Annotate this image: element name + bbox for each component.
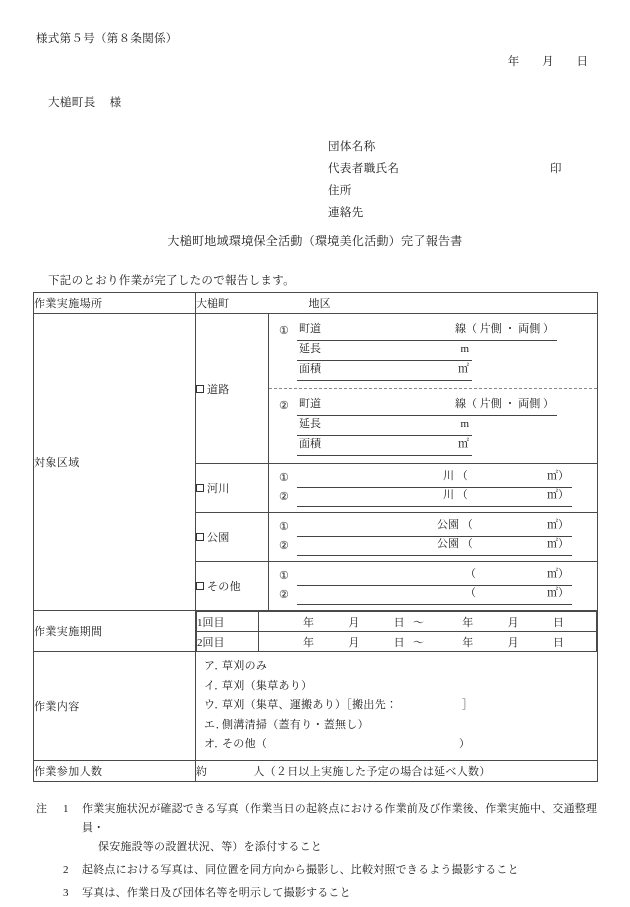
target-area-label: 対象区域 <box>34 457 80 469</box>
park-checkbox-cell[interactable] <box>196 513 269 562</box>
period-inner-table <box>196 611 597 651</box>
river-1-unit: ㎡） <box>547 470 569 482</box>
org-address-label: 住所 <box>328 185 352 197</box>
river-2-number: ② <box>279 491 289 503</box>
note-3-number: 3 <box>63 887 69 899</box>
park-checkbox-label: 公園 <box>207 532 230 544</box>
date-line <box>508 53 588 69</box>
organization-block <box>328 136 578 224</box>
period-1-to-year: 年 <box>462 616 474 629</box>
other-2-number: ② <box>279 589 289 601</box>
other-checkbox-label: その他 <box>207 581 241 593</box>
road-1-length-unit: m <box>460 343 469 355</box>
period-1-separator: ～ <box>412 616 425 629</box>
table-row-location <box>34 293 598 314</box>
river-entries <box>269 464 597 512</box>
period-1-occurrence: 1回目 <box>197 612 259 632</box>
participants-value-cell <box>196 760 598 781</box>
page-title: 大槌町地域環境保全活動（環境美化活動）完了報告書 <box>167 234 463 248</box>
park-1-unit: ㎡） <box>547 519 569 531</box>
road-checkbox-cell[interactable] <box>196 314 269 464</box>
road-2-length <box>279 416 589 436</box>
table-row-work-content <box>34 652 598 761</box>
addressee-honorific: 様 <box>109 97 122 109</box>
period-label: 作業実施期間 <box>34 626 103 638</box>
period-label-cell <box>34 611 196 652</box>
note-3-line-1: 写真は、作業日及び団体名等を明示して撮影すること <box>82 887 351 899</box>
location-label-cell <box>34 293 196 314</box>
checkbox-other-icon[interactable] <box>196 582 204 590</box>
participants-unit-label: 人 <box>253 765 265 778</box>
park-2-kind-label: 公園 （ <box>437 538 473 550</box>
checkbox-road-icon[interactable] <box>196 385 204 393</box>
addressee-name: 大槌町長 <box>48 97 96 109</box>
work-item-o[interactable] <box>204 735 589 755</box>
river-entry-1 <box>279 469 589 488</box>
road-2-area <box>279 436 589 456</box>
period-2-to-year: 年 <box>462 636 474 649</box>
work-item-i-marker: イ． <box>204 679 226 692</box>
park-entry-2 <box>279 537 589 556</box>
other-1-unit: ㎡） <box>547 568 569 580</box>
period-1-from-month: 月 <box>348 616 360 629</box>
work-item-o-marker: オ． <box>204 738 226 750</box>
period-1-dates <box>259 612 597 632</box>
work-item-u[interactable] <box>204 696 589 716</box>
other-1-kind-label: （ <box>465 568 476 580</box>
work-item-e[interactable] <box>204 716 589 736</box>
river-2-unit: ㎡） <box>547 489 569 501</box>
seal-label: 印 <box>550 163 562 175</box>
road-2-number: ② <box>279 400 289 412</box>
road-1-area-unit: ㎡ <box>458 363 469 375</box>
work-item-u-closer: ］ <box>462 699 474 711</box>
report-table <box>33 292 598 782</box>
road-1-area-label: 面積 <box>299 363 321 375</box>
other-1-number: ① <box>279 570 289 582</box>
river-entry-2 <box>279 488 589 507</box>
road-entry-1 <box>269 314 597 388</box>
work-item-e-marker: エ． <box>204 718 227 731</box>
other-2-unit: ㎡） <box>547 587 569 599</box>
road-1-number: ① <box>279 325 289 337</box>
period-2-from-month: 月 <box>348 636 360 649</box>
work-content-label-cell <box>34 652 196 761</box>
river-checkbox-label: 河川 <box>207 483 230 495</box>
note-1 <box>36 800 611 857</box>
other-checkbox-cell[interactable] <box>196 562 269 611</box>
note-3 <box>36 884 611 903</box>
period-1-to-day: 日 <box>552 616 565 629</box>
participants-label-cell <box>34 760 196 781</box>
period-2-occurrence: 2回目 <box>197 632 259 652</box>
date-day-label: 日 <box>576 56 588 68</box>
note-1-line-1: 作業実施状況が確認できる写真（作業当日の起終点における作業前及び作業後、作業実施中、交通整理員・ <box>82 803 598 834</box>
org-contact-label: 連絡先 <box>328 207 364 219</box>
table-row-target-road <box>34 314 598 464</box>
period-1-to-month: 月 <box>507 616 519 629</box>
org-contact-row <box>328 202 578 224</box>
note-1-line-2: 保安施設等の設置状況、等）を添付すること <box>98 841 322 853</box>
work-item-i[interactable] <box>204 677 589 697</box>
checkbox-park-icon[interactable] <box>196 533 204 541</box>
other-entry-1 <box>279 567 589 586</box>
road-1-type-label: 町道 <box>299 323 321 335</box>
park-1-kind-label: 公園 （ <box>437 519 473 531</box>
road-1-line <box>279 321 589 341</box>
form-number: 様式第５号（第８条関係） <box>36 33 178 45</box>
road-1-length-label: 延長 <box>299 343 321 355</box>
work-item-o-closer: ） <box>459 738 471 750</box>
park-entries <box>269 513 597 561</box>
period-2-to-day: 日 <box>552 636 565 649</box>
work-item-a-text: 草刈のみ <box>222 660 268 672</box>
org-name-label: 団体名称 <box>328 141 376 153</box>
location-town: 大槌町 <box>196 298 229 310</box>
note-1-number: 1 <box>63 803 69 815</box>
road-1-line-label: 線（ 片側 ・ 両側 ） <box>455 323 554 335</box>
date-month-label: 月 <box>542 56 554 68</box>
river-2-kind-label: 川 （ <box>443 489 468 501</box>
road-2-area-unit: ㎡ <box>458 438 469 450</box>
location-label: 作業実施場所 <box>34 298 103 310</box>
other-entries <box>269 562 597 610</box>
period-2-from-year: 年 <box>303 636 315 649</box>
target-area-label-cell <box>34 314 196 611</box>
road-2-line <box>279 396 589 416</box>
work-content-label: 作業内容 <box>34 700 80 713</box>
note-2 <box>36 861 611 880</box>
org-name-row <box>328 136 578 158</box>
work-item-a[interactable] <box>204 657 589 677</box>
participants-note: （２日以上実施した予定の場合は延べ人数） <box>264 765 491 778</box>
note-2-line-1: 起終点における写真は、同位置を同方向から撮影し、比較対照できるよう撮影すること <box>82 864 519 876</box>
period-row-2 <box>197 632 597 652</box>
table-row-participants <box>34 760 598 781</box>
period-2-separator: ～ <box>412 636 425 649</box>
work-content-list <box>196 652 597 760</box>
road-entries-cell <box>269 314 598 464</box>
other-entry-2 <box>279 586 589 605</box>
participants-approx-label: 約 <box>196 765 208 778</box>
date-year-label: 年 <box>507 56 520 68</box>
period-row-1 <box>197 612 597 632</box>
park-2-number: ② <box>279 540 289 552</box>
work-item-u-marker: ウ． <box>204 699 226 711</box>
table-row-period <box>34 611 598 652</box>
work-item-u-text: 草刈（集草、運搬あり）［搬出先： <box>222 699 398 711</box>
work-item-i-text: 草刈（集草あり） <box>222 679 313 692</box>
lead-text: 下記のとおり作業が完了したので報告します。 <box>48 275 295 287</box>
notes-prefix: 注 <box>36 803 48 815</box>
river-entries-cell <box>269 464 598 513</box>
work-item-e-text: 側溝清掃（蓋有り・蓋無し） <box>222 718 369 731</box>
location-district: 地区 <box>308 298 331 310</box>
road-2-length-label: 延長 <box>299 418 321 430</box>
park-entries-cell <box>269 513 598 562</box>
other-2-kind-label: （ <box>465 587 476 599</box>
period-rows-cell <box>196 611 598 652</box>
park-2-unit: ㎡） <box>547 538 569 550</box>
park-entry-1 <box>279 518 589 537</box>
road-1-area <box>279 361 589 381</box>
note-2-number: 2 <box>63 864 69 876</box>
period-2-dates <box>259 632 597 652</box>
location-value-cell <box>196 293 598 314</box>
period-1-from-year: 年 <box>303 616 315 629</box>
period-2-to-month: 月 <box>507 636 519 649</box>
road-2-line-label: 線（ 片側 ・ 両側 ） <box>455 398 554 410</box>
period-1-from-day: 日 <box>393 616 405 629</box>
park-1-number: ① <box>279 521 289 533</box>
road-2-length-unit: m <box>460 418 469 430</box>
river-checkbox-cell[interactable] <box>196 464 269 513</box>
work-content-cell <box>196 652 598 761</box>
work-item-o-text: その他（ <box>222 738 268 750</box>
checkbox-river-icon[interactable] <box>196 484 204 492</box>
road-checkbox-label: 道路 <box>207 383 230 396</box>
addressee <box>48 94 122 110</box>
road-2-area-label: 面積 <box>299 438 321 450</box>
org-representative-row <box>328 158 578 180</box>
road-2-type-label: 町道 <box>299 398 321 410</box>
river-1-kind-label: 川 （ <box>443 470 468 482</box>
work-item-a-marker: ア． <box>204 660 226 672</box>
period-2-from-day: 日 <box>393 636 405 649</box>
other-entries-cell <box>269 562 598 611</box>
org-address-row <box>328 180 578 202</box>
org-representative-label: 代表者職氏名 <box>328 163 400 175</box>
participants-label: 作業参加人数 <box>34 765 103 778</box>
road-1-length <box>279 341 589 361</box>
road-entry-2 <box>269 388 597 463</box>
river-1-number: ① <box>279 472 289 484</box>
notes-section <box>36 800 611 907</box>
